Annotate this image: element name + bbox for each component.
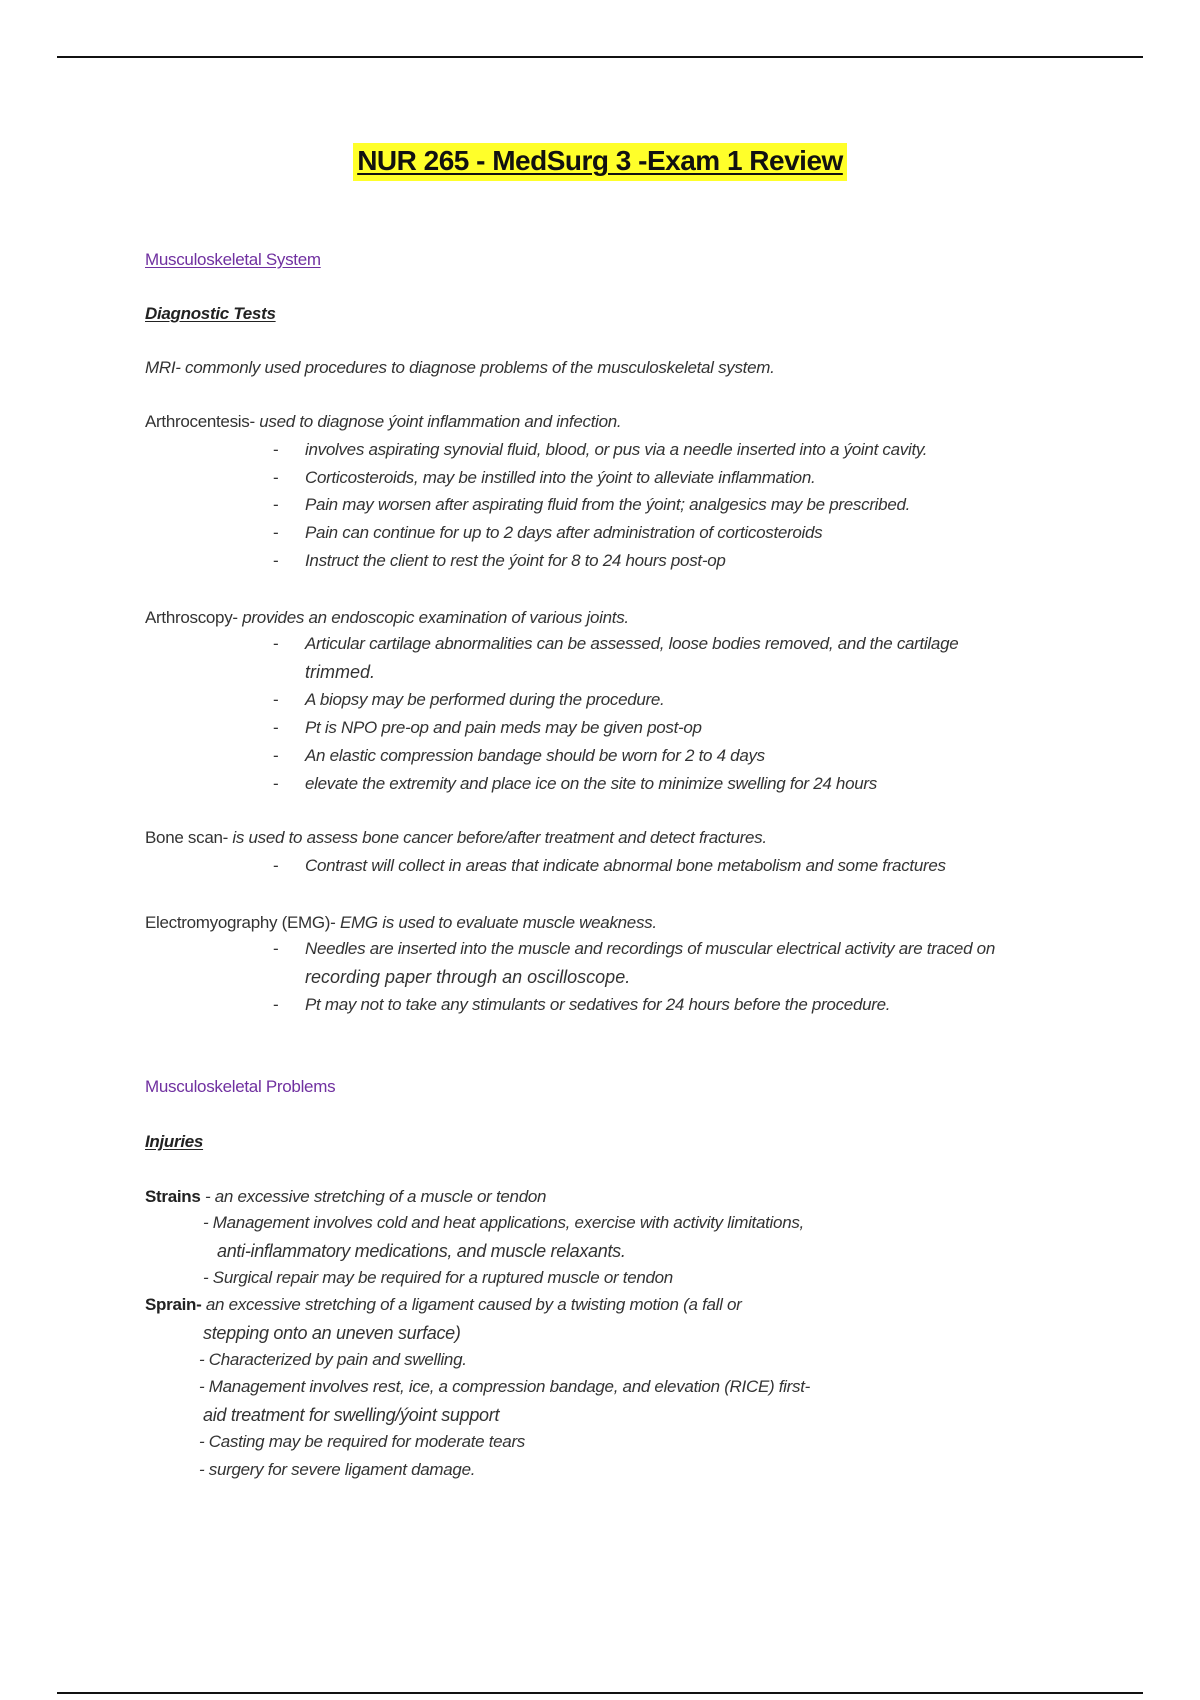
subheading-injuries: Injuries [145,1132,204,1151]
sprain-line: - Management involves rest, ice, a compression bandage, and elevation (RICE) first- [199,1377,811,1396]
emg-paragraph [145,913,657,933]
bone-scan-bullet [273,856,946,876]
bullet-text: involves aspirating synovial fluid, blood, or pus via a needle inserted into a ýoint cavity. [305,440,928,459]
bullet-text: Pain may worsen after aspirating fluid from the ýoint; analgesics may be prescribed. [305,495,911,514]
strains-line: - Surgical repair may be required for a ruptured muscle or tendon [203,1268,673,1287]
arthroscopy-bullet [273,746,765,766]
bullet-dash: - [273,468,279,487]
arthroscopy-bullet [273,634,959,654]
bullet-dash: - [273,690,279,709]
bullet-dash: - [273,939,279,958]
sprain-text-continuation: stepping onto an uneven surface) [203,1323,461,1343]
bullet-dash: - [273,551,279,570]
bullet-text: Pt is NPO pre-op and pain meds may be given post-op [305,718,702,737]
bullet-dash: - [273,634,279,653]
arthroscopy-bullet [273,774,877,794]
bullet-text: Corticosteroids, may be instilled into the ýoint to alleviate inflammation. [305,468,816,487]
bullet-text: Contrast will collect in areas that indicate abnormal bone metabolism and some fractures [305,856,946,875]
bullet-dash: - [273,523,279,542]
sprain-paragraph [145,1295,742,1315]
sprain-text: an excessive stretching of a ligament caused by a twisting motion (a fall or [201,1295,742,1314]
bullet-text: Articular cartilage abnormalities can be assessed, loose bodies removed, and the cartilage [305,634,959,653]
sprain-line: - surgery for severe ligament damage. [199,1460,476,1479]
emg-bullet-continuation: recording paper through an oscilloscope. [305,967,631,987]
strains-text: - an excessive stretching of a muscle or tendon [200,1187,547,1206]
arthroscopy-bullet-continuation: trimmed. [305,662,376,682]
arthrocentesis-lead: Arthrocentesis- [145,412,255,431]
arthroscopy-paragraph [145,608,629,628]
section-heading-musculoskeletal-system[interactable]: Musculoskeletal System [145,250,321,269]
arthroscopy-text: provides an endoscopic examination of various joints. [237,608,629,627]
sprain-line-continuation: aid treatment for swelling/ýoint support [203,1405,500,1425]
bullet-text: elevate the extremity and place ice on the site to minimize swelling for 24 hours [305,774,877,793]
bottom-rule [57,1692,1143,1694]
emg-text: EMG is used to evaluate muscle weakness. [335,913,657,932]
bone-scan-text: is used to assess bone cancer before/after treatment and detect fractures. [228,828,767,847]
arthroscopy-bullet [273,690,665,710]
emg-bullet [273,995,891,1015]
bullet-dash: - [273,774,279,793]
arthrocentesis-paragraph [145,412,621,432]
strains-paragraph [145,1187,546,1207]
bullet-text: A biopsy may be performed during the procedure. [305,690,665,709]
bullet-dash: - [273,495,279,514]
subheading-diagnostic-tests: Diagnostic Tests [145,304,276,323]
section-heading-musculoskeletal-problems: Musculoskeletal Problems [145,1077,336,1096]
bullet-text: Pt may not to take any stimulants or sedatives for 24 hours before the procedure. [305,995,891,1014]
bullet-dash: - [273,718,279,737]
arthrocentesis-bullet [273,551,726,571]
arthrocentesis-bullet [273,468,816,488]
arthroscopy-bullet [273,718,702,738]
bone-scan-paragraph [145,828,767,848]
sprain-line: - Casting may be required for moderate tears [199,1432,526,1451]
mri-paragraph: MRI- commonly used procedures to diagnose problems of the musculoskeletal system. [145,358,775,377]
strains-line-continuation: anti-inflammatory medications, and muscle relaxants. [217,1241,626,1261]
page-title: NUR 265 - MedSurg 3 -Exam 1 Review [353,143,847,181]
bullet-text: Needles are inserted into the muscle and recordings of muscular electrical activity are traced on [305,939,995,958]
bullet-dash: - [273,995,279,1014]
arthrocentesis-bullet [273,440,928,460]
bone-scan-lead: Bone scan- [145,828,228,847]
arthrocentesis-bullet [273,495,911,515]
bullet-dash: - [273,440,279,459]
emg-lead: Electromyography (EMG)- [145,913,336,932]
bullet-dash: - [273,746,279,765]
top-rule [57,56,1143,58]
bullet-dash: - [273,856,279,875]
sprain-line: - Characterized by pain and swelling. [199,1350,467,1369]
strains-line: - Management involves cold and heat applications, exercise with activity limitations, [203,1213,804,1232]
title-wrap [145,143,1055,181]
arthroscopy-lead: Arthroscopy- [145,608,238,627]
strains-lead: Strains [145,1187,201,1206]
emg-bullet [273,939,995,959]
arthrocentesis-text: used to diagnose ýoint inflammation and infection. [254,412,622,431]
bullet-text: Instruct the client to rest the ýoint for 8 to 24 hours post-op [305,551,726,570]
bullet-text: An elastic compression bandage should be worn for 2 to 4 days [305,746,765,765]
bullet-text: Pain can continue for up to 2 days after administration of corticosteroids [305,523,823,542]
sprain-lead: Sprain- [145,1295,202,1314]
arthrocentesis-bullet [273,523,823,543]
